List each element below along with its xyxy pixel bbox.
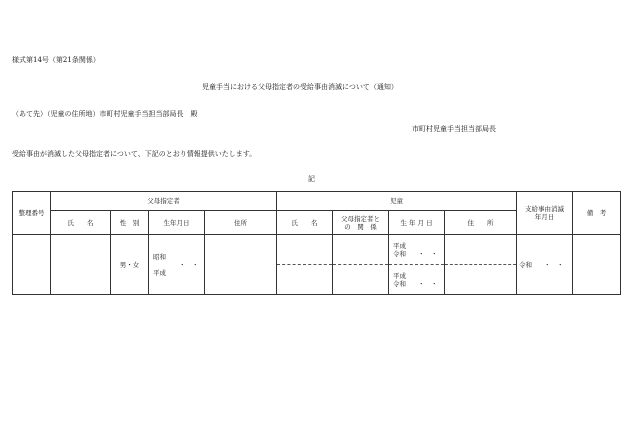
cell-seiri[interactable] [13,235,51,295]
header-parent-sex: 性 別 [111,211,149,235]
header-child-dob: 生 年 月 日 [389,211,445,235]
header-parent-address: 住所 [205,211,277,235]
cell-child1-relation[interactable] [333,235,389,265]
shikyu-era-reiwa: 令和 [519,260,532,269]
parent-date-dots: ・ ・ [179,260,199,269]
child1-date-dots: ・ ・ [418,249,438,258]
ki-heading: 記 [308,175,315,183]
header-shikyu: 支給事由消滅 年月日 [517,192,573,235]
parent-era-showa: 昭和 [153,252,166,261]
header-child-name: 氏 名 [277,211,333,235]
cell-child1-name[interactable] [277,235,333,265]
cell-child2-dob[interactable] [389,265,445,295]
addressee: （あて先）（児童の住所地）市町村児童手当担当部局長 殿 [12,110,198,118]
cell-child2-relation[interactable] [333,265,389,295]
header-parent-dob: 生年月日 [149,211,205,235]
header-parent-group: 父母指定者 [51,192,277,211]
child2-date-dots: ・ ・ [418,279,438,288]
cell-parent-address[interactable] [205,235,277,295]
header-child-address: 住 所 [445,211,517,235]
child1-era-heisei: 平成 [393,241,406,250]
header-child-group: 児童 [277,192,517,211]
body-text: 受給事由が消滅した父母指定者について、下記のとおり情報提供いたします。 [12,150,257,158]
form-number: 様式第14号（第21条関係） [12,56,100,64]
child2-era-reiwa: 令和 [393,279,406,288]
header-seiri: 整理番号 [13,192,51,235]
cell-biko[interactable] [573,235,621,295]
parent-era-heisei: 平成 [153,268,166,277]
child1-era-reiwa: 令和 [393,249,406,258]
child2-era-heisei: 平成 [393,271,406,280]
cell-child2-address[interactable] [445,265,517,295]
notification-table [12,191,621,295]
cell-child2-name[interactable] [277,265,333,295]
document-title: 児童手当における父母指定者の受給事由消滅について（通知） [202,83,398,91]
cell-parent-dob[interactable] [149,235,205,295]
header-parent-name: 氏 名 [51,211,111,235]
cell-parent-sex[interactable] [111,235,149,295]
header-biko: 備 考 [573,192,621,235]
shikyu-date-dots: ・ ・ [544,260,564,269]
cell-shikyu-date[interactable] [517,235,573,295]
cell-child1-dob[interactable] [389,235,445,265]
header-child-relation: 父母指定者と の 関 係 [333,211,389,235]
sender: 市町村児童手当担当部局長 [412,125,496,133]
cell-parent-name[interactable] [51,235,111,295]
sex-options: 男・女 [119,260,140,269]
cell-child1-address[interactable] [445,235,517,265]
